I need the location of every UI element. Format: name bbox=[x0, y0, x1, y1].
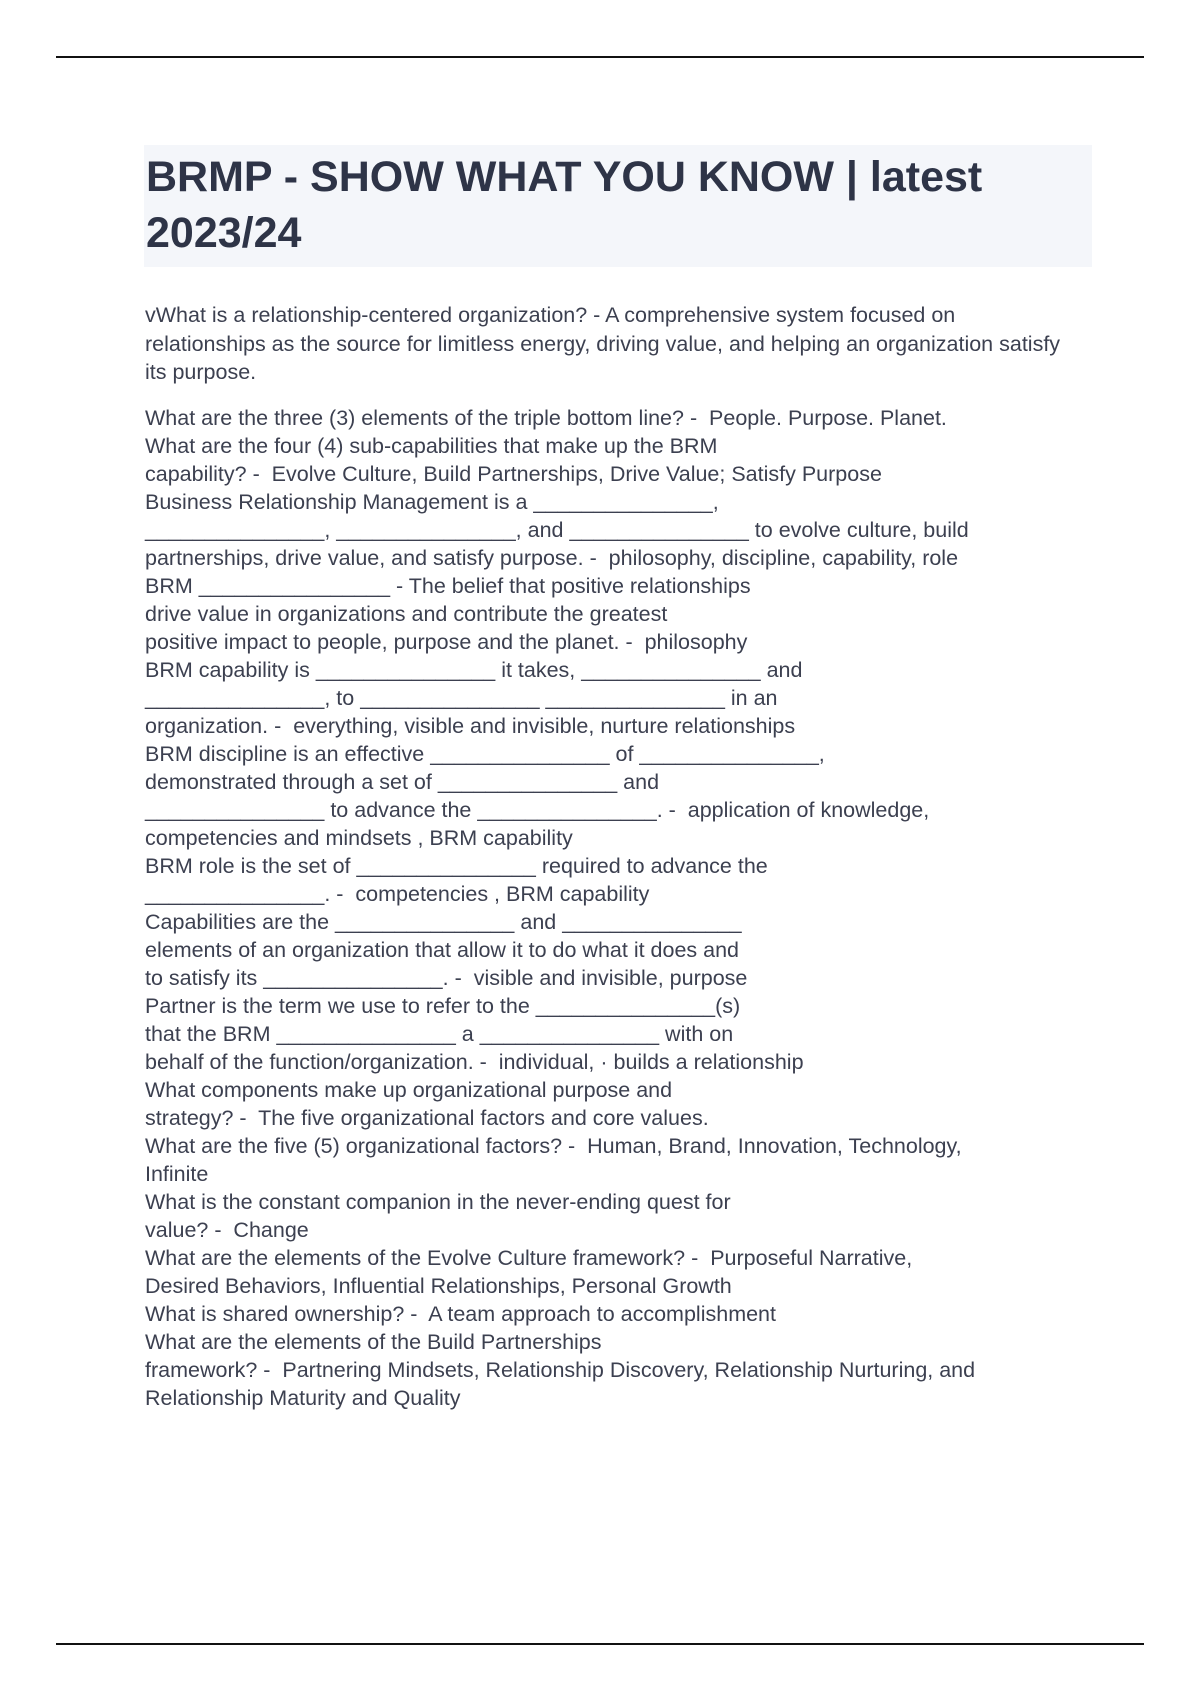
text-line: What are the elements of the Build Partnerships bbox=[145, 1329, 602, 1354]
text-line: _______________. - competencies , BRM capability bbox=[145, 881, 650, 906]
top-rule bbox=[56, 56, 1144, 58]
text-line: drive value in organizations and contribute the greatest bbox=[145, 601, 668, 626]
text-line: Partner is the term we use to refer to the _______________(s) bbox=[145, 993, 741, 1018]
text-line: elements of an organization that allow it to do what it does and bbox=[145, 937, 740, 962]
text-line: BRM role is the set of _______________ required to advance the bbox=[145, 853, 768, 878]
text-line: BRM capability is _______________ it takes, _______________ and bbox=[145, 657, 803, 682]
text-line: Infinite bbox=[145, 1161, 209, 1186]
text-line: What components make up organizational purpose and bbox=[145, 1077, 673, 1102]
text-line: What is shared ownership? - A team approach to accomplishment bbox=[145, 1301, 776, 1326]
text-line: Desired Behaviors, Influential Relationships, Personal Growth bbox=[145, 1273, 732, 1298]
text-line: What are the elements of the Evolve Culture framework? - Purposeful Narrative, bbox=[145, 1245, 913, 1270]
text-line: _______________, to _______________ _______________ in an bbox=[145, 685, 778, 710]
qa-lines bbox=[145, 404, 1095, 1412]
intro-paragraph: vWhat is a relationship-centered organization? - A comprehensive system focused on relationships as the source for limitless energy, driving value, and helping an organization satisfy its purpose. bbox=[145, 303, 1061, 384]
text-line: _______________, _______________, and _______________ to evolve culture, build bbox=[145, 517, 969, 542]
text-line: partnerships, drive value, and satisfy purpose. - philosophy, discipline, capability, role bbox=[145, 545, 959, 570]
text-line: organization. - everything, visible and invisible, nurture relationships bbox=[145, 713, 796, 738]
text-line: that the BRM _______________ a _______________ with on bbox=[145, 1021, 734, 1046]
text-line: behalf of the function/organization. - individual, · builds a relationship bbox=[145, 1049, 804, 1074]
document-body bbox=[145, 301, 1095, 1412]
text-line: competencies and mindsets , BRM capability bbox=[145, 825, 573, 850]
page-title: BRMP - SHOW WHAT YOU KNOW | latest 2023/24 bbox=[144, 145, 1092, 267]
text-line: What is the constant companion in the never-ending quest for bbox=[145, 1189, 731, 1214]
text-line: capability? - Evolve Culture, Build Partnerships, Drive Value; Satisfy Purpose bbox=[145, 461, 882, 486]
text-line: to satisfy its _______________. - visible and invisible, purpose bbox=[145, 965, 748, 990]
text-line: positive impact to people, purpose and the planet. - philosophy bbox=[145, 629, 748, 654]
text-line: Business Relationship Management is a _______________, bbox=[145, 489, 719, 514]
text-line: BRM ________________ - The belief that positive relationships bbox=[145, 573, 751, 598]
text-line: framework? - Partnering Mindsets, Relationship Discovery, Relationship Nurturing, and bbox=[145, 1357, 976, 1382]
text-line: demonstrated through a set of _______________ and bbox=[145, 769, 660, 794]
text-line: _______________ to advance the _______________. - application of knowledge, bbox=[145, 797, 930, 822]
text-line: Relationship Maturity and Quality bbox=[145, 1385, 461, 1410]
text-line: value? - Change bbox=[145, 1217, 309, 1242]
bottom-rule bbox=[56, 1643, 1144, 1645]
text-line: What are the four (4) sub-capabilities that make up the BRM bbox=[145, 433, 718, 458]
text-line: Capabilities are the _______________ and _______________ bbox=[145, 909, 742, 934]
text-line: What are the five (5) organizational factors? - Human, Brand, Innovation, Technology, bbox=[145, 1133, 962, 1158]
text-line: What are the three (3) elements of the triple bottom line? - People. Purpose. Planet. bbox=[145, 405, 947, 430]
text-line: strategy? - The five organizational factors and core values. bbox=[145, 1105, 709, 1130]
text-line: BRM discipline is an effective _______________ of _______________, bbox=[145, 741, 825, 766]
